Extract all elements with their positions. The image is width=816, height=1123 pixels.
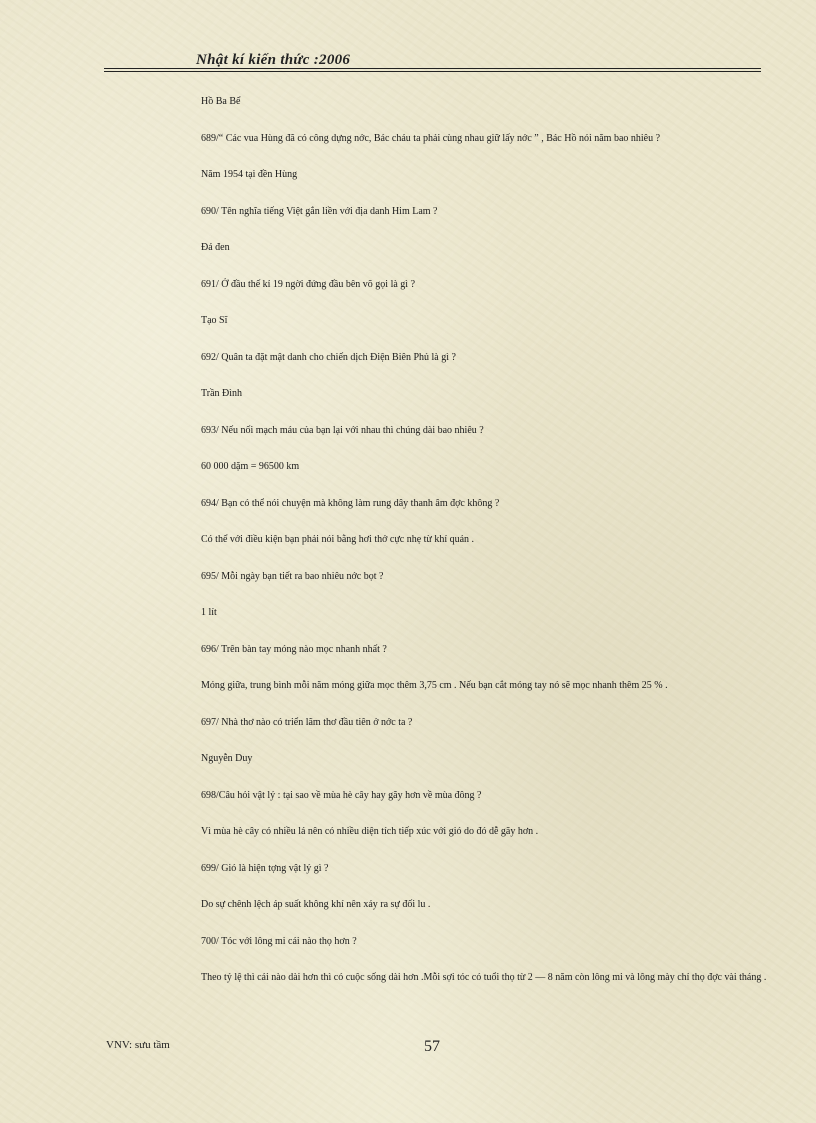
answer-694: Có thể với điều kiện bạn phải nói bằng hơi thở cực nhẹ từ khí quản . (201, 534, 475, 545)
question-696: 696/ Trên bàn tay móng nào mọc nhanh nhất ? (201, 643, 387, 655)
answer-line: Hồ Ba Bể (201, 96, 241, 107)
question-695: 695/ Mỗi ngày bạn tiết ra bao nhiêu nớc bọt ? (201, 570, 384, 582)
question-698: 698/Câu hỏi vật lý : tại sao về mùa hè cây hay gãy hơn về mùa đông ? (201, 789, 482, 801)
answer-692: Trần Đình (201, 388, 243, 399)
header-title: Nhật kí kiến thức :2006 (196, 52, 351, 68)
answer-696: Móng giữa, trung bình mỗi năm móng giữa mọc thêm 3,75 cm . Nếu bạn cắt móng tay nó sẽ mọc nhanh thêm 25 % . (201, 680, 668, 691)
question-689: 689/“ Các vua Hùng đã có công dựng nớc, Bác cháu ta phải cùng nhau giữ lấy nớc ” , Bác Hồ nói năm bao nhiêu ? (201, 132, 661, 144)
question-700: 700/ Tóc với lông mi cái nào thọ hơn ? (201, 935, 357, 947)
header-rule-secondary (104, 71, 761, 72)
answer-698: Vì mùa hè cây có nhiều lá nên có nhiều diện tích tiếp xúc với gió do đó dễ gãy hơn . (201, 826, 539, 837)
question-690: 690/ Tên nghĩa tiếng Việt gắn liền với địa danh Him Lam ? (201, 205, 438, 217)
answer-689: Năm 1954 tại đền Hùng (201, 169, 298, 180)
answer-700: Theo tỷ lệ thì cái nào dài hơn thì có cuộc sống dài hơn .Mỗi sợi tóc có tuổi thọ từ 2 — 8 năm còn lông mi và lông mày chỉ thọ đợc vài tháng . (201, 972, 767, 983)
answer-695: 1 lít (201, 607, 217, 618)
answer-699: Do sự chênh lệch áp suất không khí nên xảy ra sự đối lu . (201, 899, 431, 910)
question-699: 699/ Gió là hiện tợng vật lý gì ? (201, 862, 329, 874)
question-691: 691/ Ở đầu thế kỉ 19 ngời đứng đầu bên võ gọi là gì ? (201, 278, 416, 290)
page-number: 57 (424, 1038, 440, 1055)
answer-690: Đá đen (201, 242, 230, 253)
header-rule (104, 68, 761, 69)
answer-691: Tạo Sĩ (201, 315, 228, 326)
answer-693: 60 000 dặm = 96500 km (201, 461, 300, 472)
footer-source: VNV: sưu tầm (106, 1039, 170, 1051)
question-697: 697/ Nhà thơ nào có triển lãm thơ đầu tiên ở nớc ta ? (201, 716, 413, 728)
document-body (201, 95, 773, 985)
question-692: 692/ Quân ta đặt mật danh cho chiến dịch Điện Biên Phủ là gì ? (201, 351, 456, 363)
question-693: 693/ Nếu nối mạch máu của bạn lại với nhau thì chúng dài bao nhiêu ? (201, 424, 484, 436)
answer-697: Nguyễn Duy (201, 753, 253, 764)
question-694: 694/ Bạn có thể nói chuyện mà không làm rung dây thanh âm đợc không ? (201, 497, 500, 509)
